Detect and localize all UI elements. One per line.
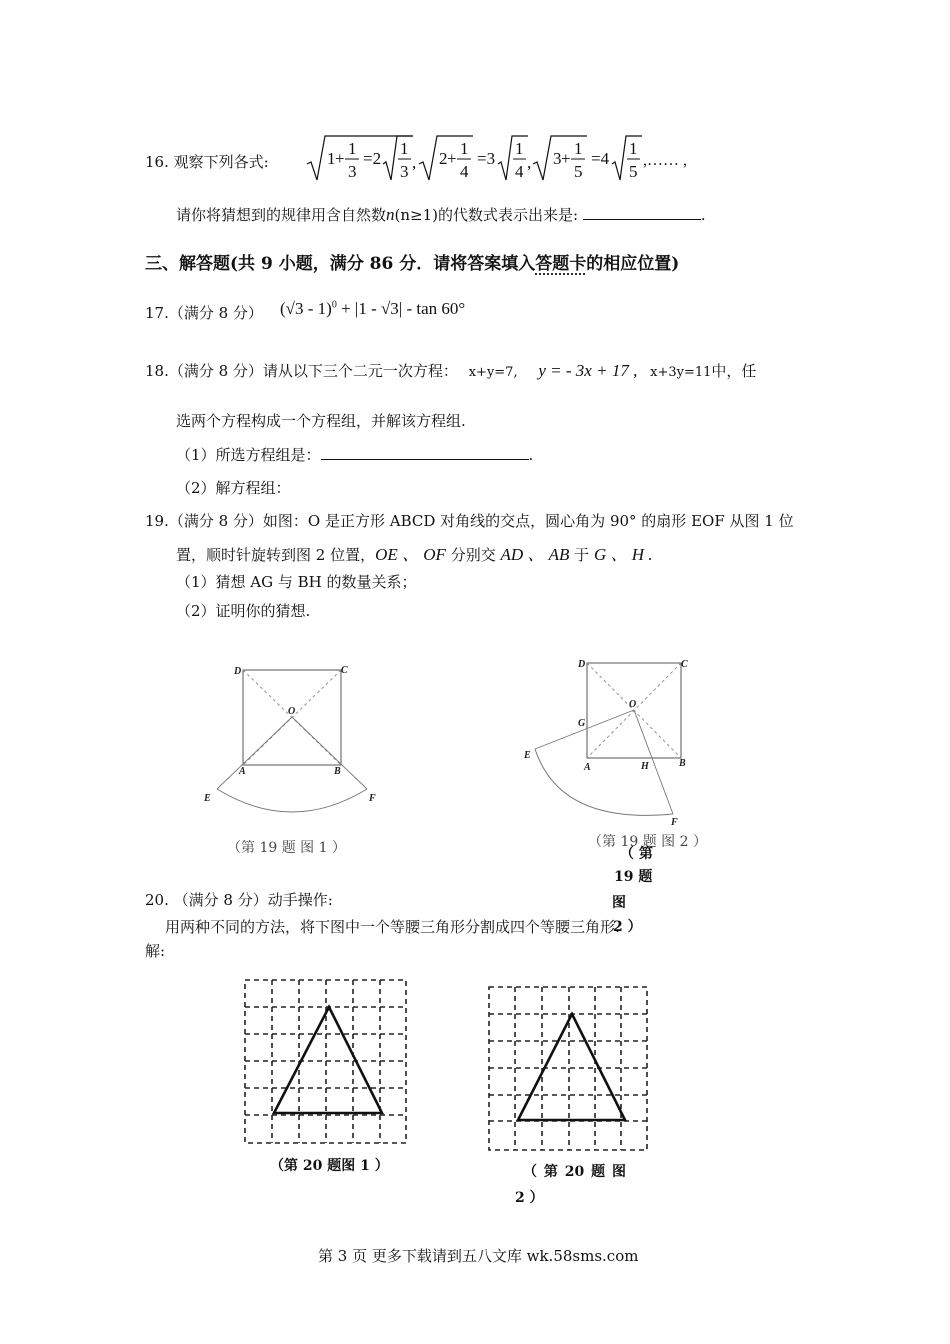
fig2-label-E: E	[524, 750, 531, 761]
q16-answer-blank[interactable]	[583, 205, 701, 220]
q20-fig1-caption: （第 20 题图 1 ）	[270, 1158, 389, 1174]
fig2-label-B: B	[679, 758, 686, 769]
q19-fig2-caption-overflow-4: 2 ）	[613, 919, 642, 935]
q19-fig2-caption-overflow-3: 图	[612, 895, 626, 911]
section-3-title: 三、解答题(共 9 小题，满分 86 分．请将答案填入答题卡的相应位置)	[145, 254, 680, 274]
fig1-label-E: E	[204, 793, 211, 804]
q17-expression: (√3 - 1)$^0$ + |1 - √3| - tan 60°	[280, 299, 466, 318]
q18-sub2: （2）解方程组：	[176, 479, 291, 497]
q19-fig1-caption: （第 19 题 图 1 ）	[227, 840, 346, 856]
q18-sub1: （1）所选方程组是： .	[176, 446, 534, 464]
svg-text:1: 1	[515, 139, 524, 158]
q19-figure-2	[515, 650, 715, 830]
fig2-label-O: O	[629, 699, 637, 710]
svg-text:3: 3	[348, 162, 357, 181]
fig2-label-D: D	[578, 659, 586, 670]
svg-text:+: +	[335, 149, 345, 168]
q19-line2: 置，顺时针旋转到图 2 位置，OE 、 OF 分别交 AD 、 AB 于 G 、 H .	[176, 545, 653, 564]
svg-text:3: 3	[553, 149, 562, 168]
fig2-label-A: A	[584, 762, 591, 773]
svg-text:1: 1	[574, 139, 583, 158]
fig1-label-D: D	[234, 666, 242, 677]
svg-text:1: 1	[348, 139, 357, 158]
svg-text:4: 4	[460, 162, 469, 181]
svg-text:4: 4	[515, 162, 524, 181]
svg-text:5: 5	[629, 162, 638, 181]
fig2-label-H: H	[641, 761, 649, 772]
fig1-label-C: C	[341, 665, 348, 676]
q19-sub2: （2）证明你的猜想.	[176, 602, 311, 620]
q19-sub1: （1）猜想 AG 与 BH 的数量关系；	[176, 573, 417, 591]
svg-text:+: +	[447, 149, 457, 168]
q20-fig2-caption-a: （ 第 20 题 图	[523, 1164, 626, 1180]
fig1-label-O: O	[288, 706, 296, 717]
fig1-label-F: F	[369, 793, 376, 804]
svg-text:1: 1	[629, 139, 638, 158]
q20-grid-figure-1	[243, 978, 409, 1146]
svg-text:+: +	[561, 149, 571, 168]
q19-figure-1	[195, 655, 395, 815]
svg-text:=4: =4	[591, 149, 610, 168]
q16-formula	[305, 132, 725, 188]
svg-text:5: 5	[574, 162, 583, 181]
fig2-label-G: G	[578, 718, 586, 729]
svg-text:,: ,	[527, 153, 532, 172]
fig2-label-C: C	[681, 659, 688, 670]
q18-line2: 选两个方程构成一个方程组，并解该方程组.	[176, 412, 466, 430]
fig1-label-A: A	[239, 766, 246, 777]
q20-solve-label: 解:	[145, 942, 166, 960]
q18-line1: 18.（满分 8 分）请从以下三个二元一次方程： x+y=7, y = - 3x + 17 , x+3y=11中，任	[145, 361, 757, 380]
q19-fig2-caption: （第 19 题 图 2 ）	[588, 834, 707, 850]
svg-text:3: 3	[400, 162, 409, 181]
fig2-label-F: F	[671, 817, 678, 828]
q16-prompt: 请你将猜想到的规律用含自然数n(n≥1)的代数式表示出来是: .	[176, 205, 706, 224]
svg-text:,: ,	[412, 153, 417, 172]
q20-triangle-1	[274, 1007, 382, 1113]
page-footer: 第 3 页 更多下载请到五八文库 wk.58sms.com	[318, 1247, 639, 1265]
svg-text:1: 1	[327, 149, 336, 168]
svg-text:,…… ,: ,…… ,	[643, 152, 687, 169]
q20-line1: 20. （满分 8 分）动手操作:	[145, 891, 333, 909]
q20-fig2-caption-b: 2 ）	[515, 1190, 544, 1206]
q20-grid-figure-2	[487, 985, 651, 1153]
q19-line1: 19.（满分 8 分）如图：O 是正方形 ABCD 对角线的交点，圆心角为 90° 的扇形 EOF 从图 1 位	[145, 512, 794, 530]
fig1-label-B: B	[334, 766, 341, 777]
svg-text:2: 2	[439, 149, 448, 168]
q17-label: 17.（满分 8 分）	[145, 304, 263, 322]
q18-system-blank[interactable]	[321, 445, 529, 460]
svg-text:=3: =3	[477, 149, 496, 168]
svg-text:1: 1	[460, 139, 469, 158]
svg-text:=2: =2	[363, 149, 382, 168]
q16-label: 16. 观察下列各式:	[145, 153, 269, 171]
q20-triangle-2	[518, 1014, 625, 1120]
q19-fig2-caption-overflow-1: （ 第	[620, 846, 653, 862]
svg-text:1: 1	[400, 139, 409, 158]
q19-fig2-caption-overflow-2: 19 题	[614, 869, 653, 885]
q20-line2: 用两种不同的方法，将下图中一个等腰三角形分割成四个等腰三角形.	[165, 918, 620, 936]
